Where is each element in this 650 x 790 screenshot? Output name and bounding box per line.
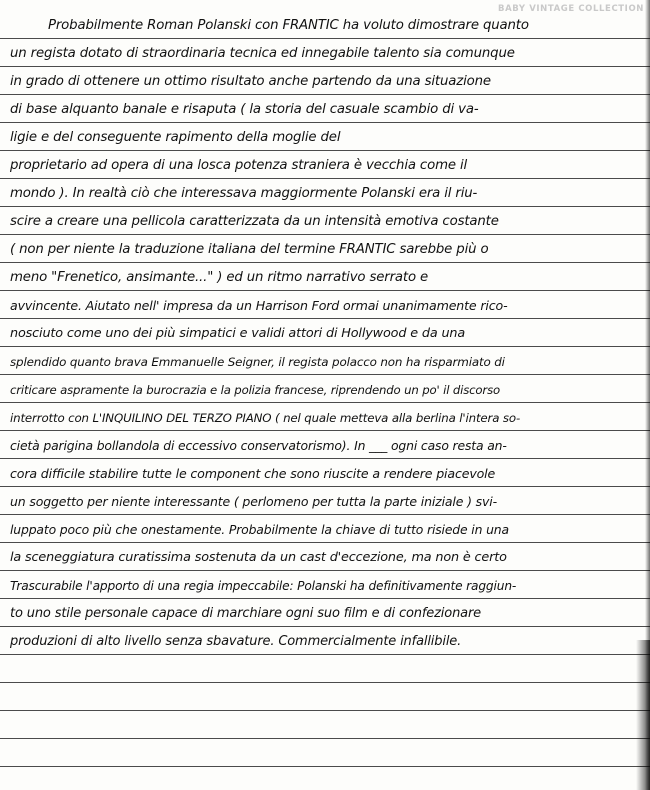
text-line-16: cietà parigina bollandola di eccessivo conservatorismo). In ___ ogni caso resta an-: [10, 438, 507, 453]
text-line-10: meno "Frenetico, ansimante..." ) ed un ritmo narrativo serrato e: [10, 270, 429, 285]
text-line-6: proprietario ad opera di una losca potenza straniera è vecchia come il: [10, 158, 468, 173]
watermark: BABY VINTAGE COLLECTION: [498, 4, 644, 14]
text-line-23: produzioni di alto livello senza sbavature. Commercialmente infallibile.: [10, 634, 462, 649]
text-line-17: cora difficile stabilire tutte le component che sono riuscite a rendere piacevole: [10, 466, 496, 481]
ruled-line: [0, 738, 650, 739]
text-line-4: di base alquanto banale e risaputa ( la storia del casuale scambio di va-: [10, 102, 479, 117]
text-line-21: Trascurabile l'apporto di una regia impeccabile: Polanski ha definitivamente raggiun-: [10, 579, 517, 593]
text-line-20: la sceneggiatura curatissima sostenuta da un cast d'eccezione, ma non è certo: [10, 550, 507, 565]
ruled-line: [0, 682, 650, 683]
text-line-11: avvincente. Aiutato nell' impresa da un Harrison Ford ormai unanimamente rico-: [10, 298, 508, 313]
text-line-7: mondo ). In realtà ciò che interessava maggiormente Polanski era il riu-: [10, 186, 478, 201]
text-line-1: Probabilmente Roman Polanski con FRANTIC ha voluto dimostrare quanto: [48, 18, 529, 33]
page-edge-tear: [636, 640, 650, 790]
text-line-9: ( non per niente la traduzione italiana del termine FRANTIC sarebbe più o: [10, 242, 489, 257]
text-line-5: ligie e del conseguente rapimento della moglie del: [10, 130, 341, 145]
ruled-line: [0, 710, 650, 711]
text-line-3: in grado di ottenere un ottimo risultato anche partendo da una situazione: [10, 74, 491, 89]
text-line-19: luppato poco più che onestamente. Probabilmente la chiave di tutto risiede in una: [10, 522, 509, 537]
text-line-13: splendido quanto brava Emmanuelle Seigner, il regista polacco non ha risparmiato di: [10, 355, 505, 369]
text-line-2: un regista dotato di straordinaria tecnica ed innegabile talento sia comunque: [10, 46, 515, 61]
text-line-22: to uno stile personale capace di marchiare ogni suo film e di confezionare: [10, 606, 482, 621]
text-line-18: un soggetto per niente interessante ( perlomeno per tutta la parte iniziale ) svi-: [10, 494, 497, 509]
text-line-8: scire a creare una pellicola caratterizzata da un intensità emotiva costante: [10, 214, 499, 229]
text-line-14: criticare aspramente la burocrazia e la polizia francese, riprendendo un po' il discorso: [10, 383, 501, 397]
ruled-line: [0, 766, 650, 767]
text-line-12: nosciuto come uno dei più simpatici e validi attori di Hollywood e da una: [10, 326, 466, 341]
text-line-15: interrotto con L'INQUILINO DEL TERZO PIANO ( nel quale metteva alla berlina l'intera so-: [10, 411, 521, 425]
